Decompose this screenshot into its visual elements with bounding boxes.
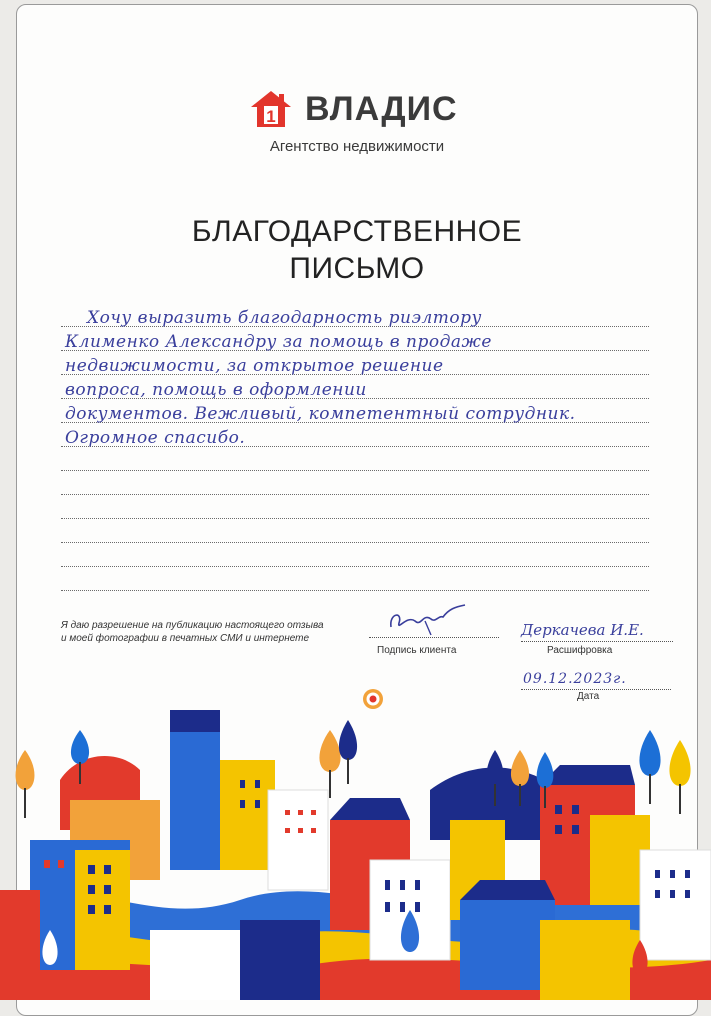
decoding-handwritten: Деркачева И.Е. [521,621,644,639]
text-line [61,447,649,471]
brand-logo [249,89,489,129]
text-line [61,423,649,447]
agency-subtitle: Агентство недвижимости [269,138,445,155]
publication-consent [61,619,361,645]
house-logo-icon [249,89,293,129]
handwritten-line: Огромное спасибо. [65,428,246,448]
handwritten-line: документов. Вежливый, компетентный сотрудник. [65,404,576,424]
consent-line-2: и моей фотографии в печатных СМИ и интернете [61,633,310,644]
letter-title [17,213,697,287]
text-line [61,471,649,495]
handwritten-text-block [61,303,649,591]
text-line [61,303,649,327]
date-label: Дата [577,691,600,702]
decoding-label: Расшифровка [547,645,613,656]
handwritten-line: Хочу выразить благодарность риэлтору [87,308,482,328]
handwritten-line: Клименко Александру за помощь в продаже [65,332,492,352]
text-line [61,543,649,567]
text-line [61,351,649,375]
text-line [61,567,649,591]
text-line [61,399,649,423]
text-line [61,495,649,519]
name-decoding-field [521,613,673,642]
title-line-1: БЛАГОДАРСТВЕННОЕ [191,215,523,248]
text-line [61,519,649,543]
brand-name: ВЛАДИС [305,90,458,128]
date-field [521,665,671,690]
client-signature-field [369,601,499,638]
handwritten-line: недвижимости, за открытое решение [65,356,444,376]
signature-label: Подпись клиента [377,645,457,656]
title-line-2: ПИСЬМО [289,252,425,285]
text-line [61,375,649,399]
signature-scribble [369,601,499,637]
text-line [61,327,649,351]
date-handwritten: 09.12.2023г. [523,671,627,687]
logo-digit: 1 [266,107,276,126]
city-illustration [0,690,711,1000]
consent-line-1: Я даю разрешение на публикацию настоящего отзыва [61,620,324,631]
handwritten-line: вопроса, помощь в оформлении [65,380,367,400]
